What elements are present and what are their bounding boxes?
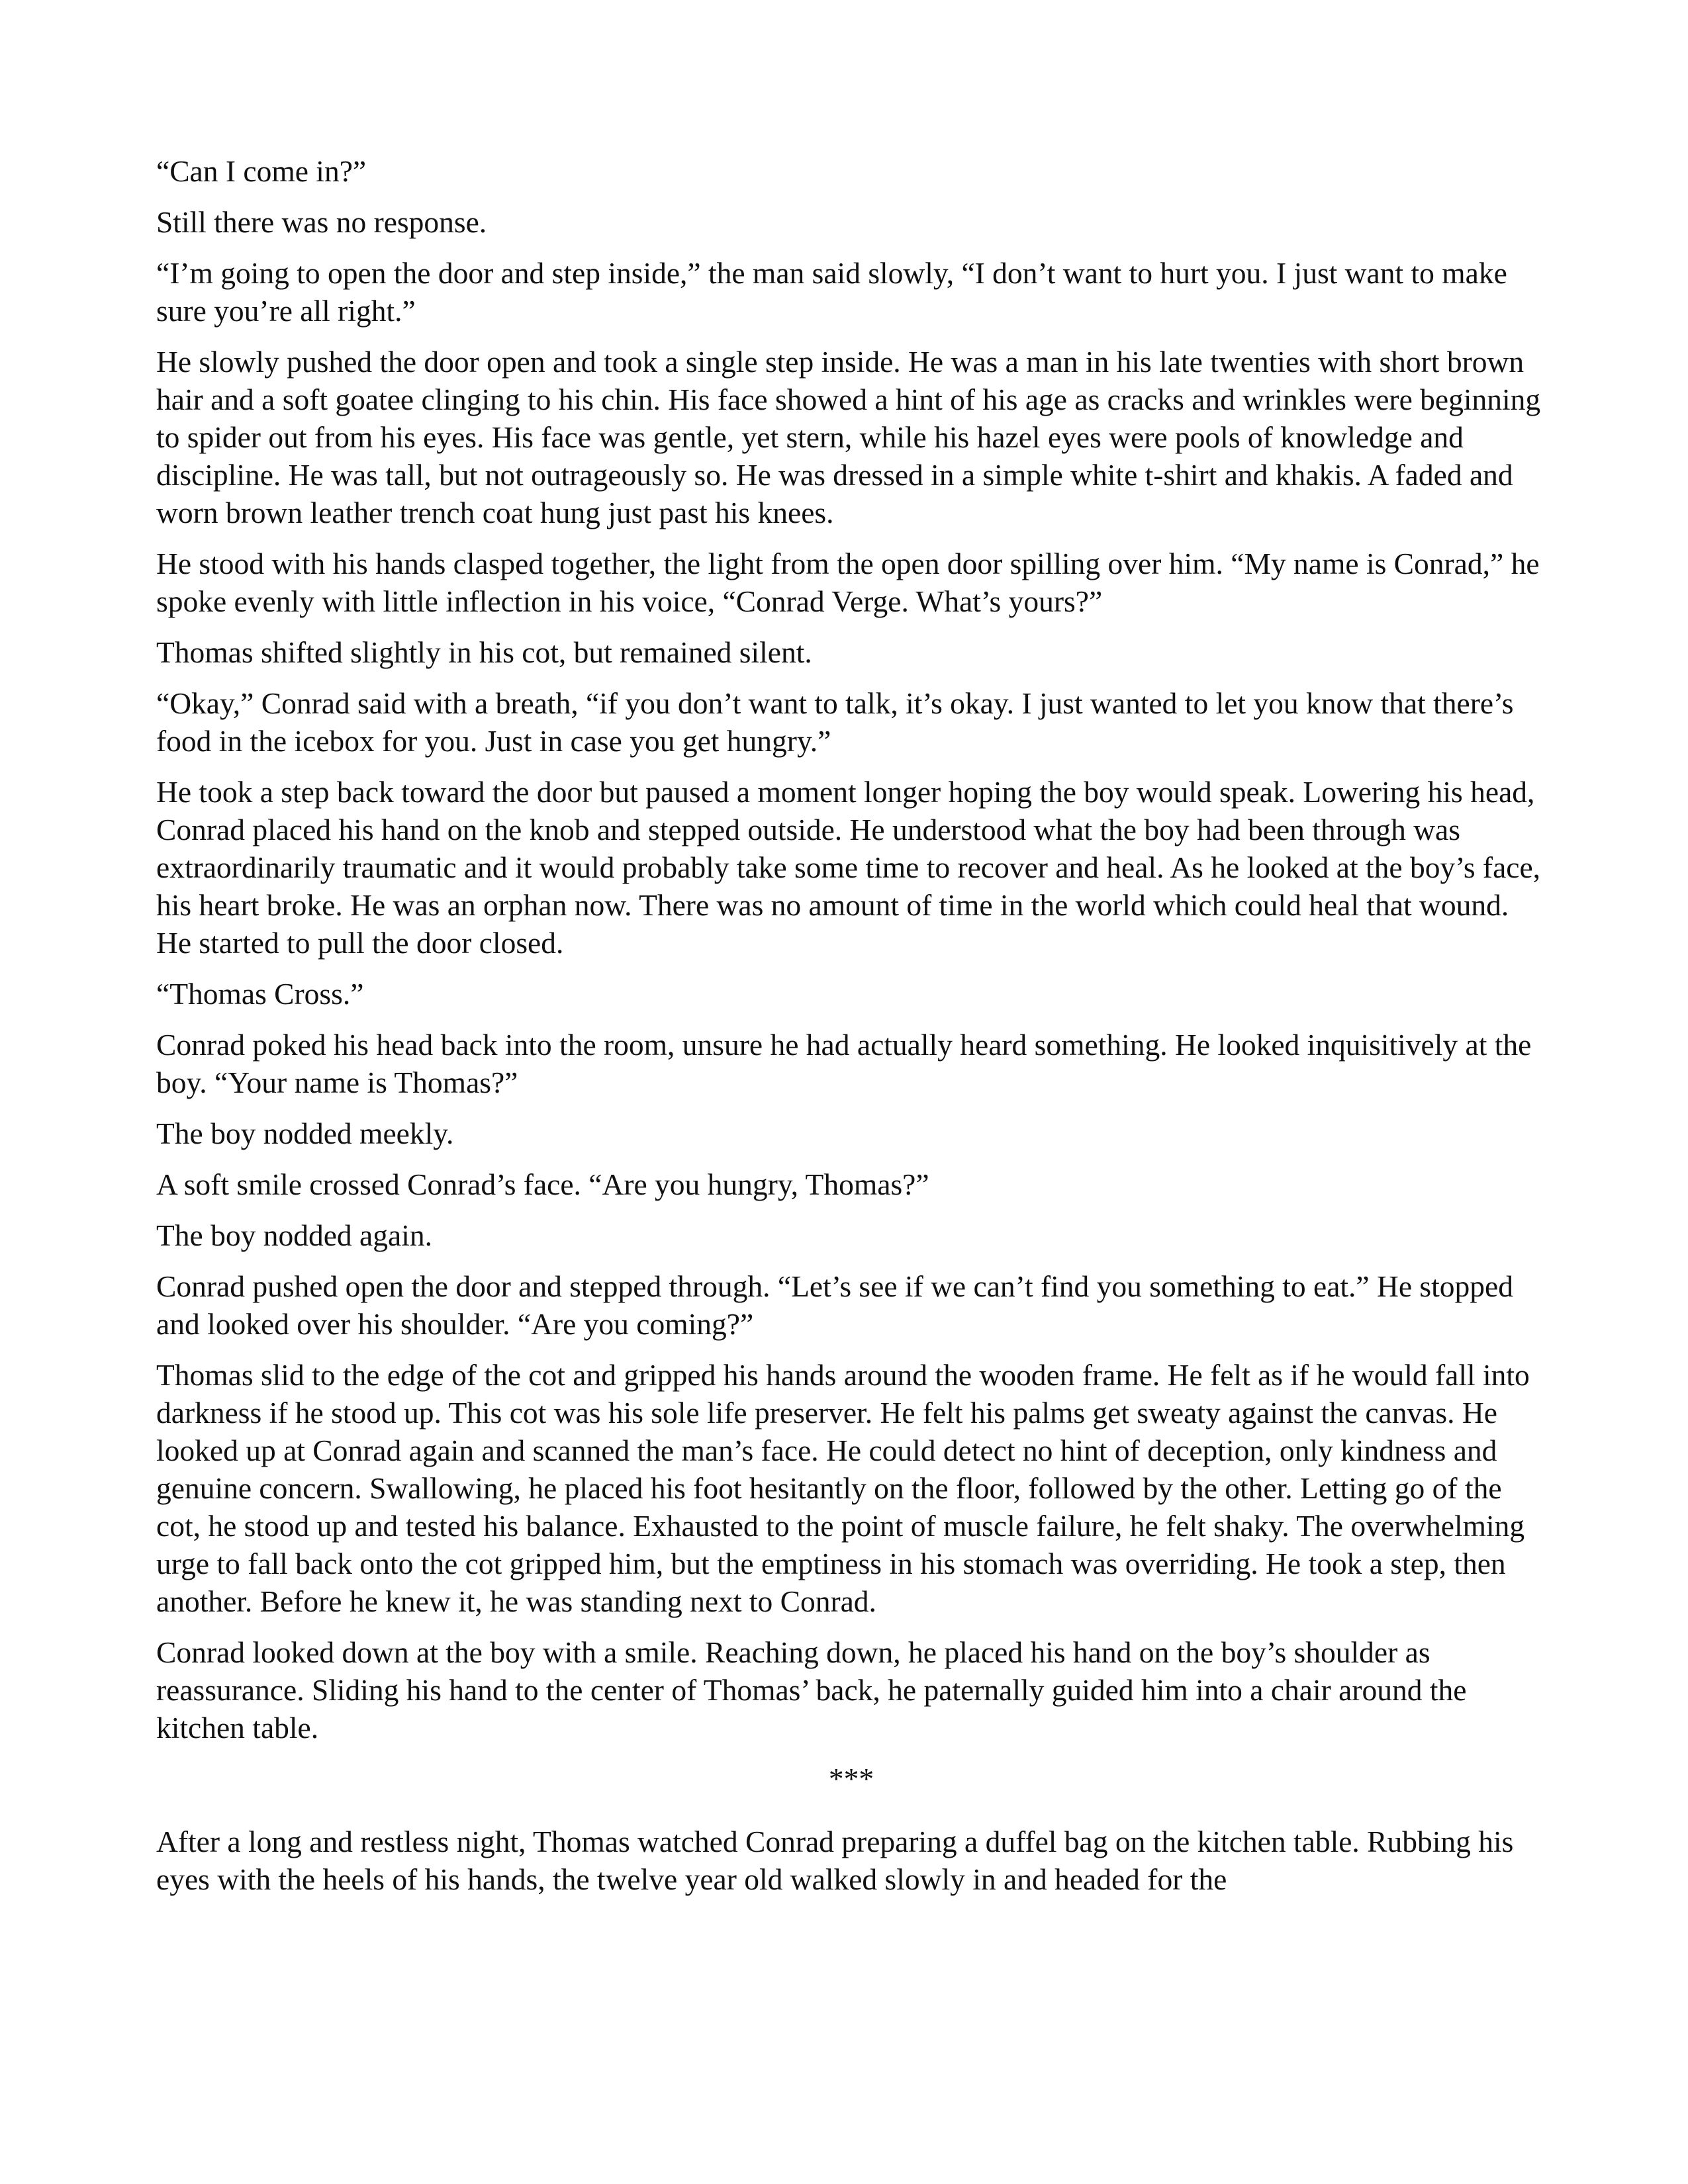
- paragraph: “Thomas Cross.”: [156, 977, 364, 1011]
- manuscript-page: [156, 152, 1546, 1911]
- paragraph: A soft smile crossed Conrad’s face. “Are you hungry, Thomas?”: [156, 1167, 929, 1201]
- paragraph: Thomas slid to the edge of the cot and gripped his hands around the wooden frame. He felt as if he would fall into darkness if he stood up. This cot was his sole life preserver. He felt his palms get sweaty against the canvas. He looked up at Conrad again and scanned the man’s face. He could detect no hint of deception, only kindness and genuine concern. Swallowing, he placed his foot hesitantly on the floor, followed by the other. Letting go of the cot, he stood up and tested his balance. Exhausted to the point of muscle failure, he felt shaky. The overwhelming urge to fall back onto the cot gripped him, but the emptiness in his stomach was overriding. He took a step, then another. Before he knew it, he was standing next to Conrad.: [156, 1358, 1530, 1618]
- paragraph: Still there was no response.: [156, 205, 487, 239]
- paragraph: “Can I come in?”: [156, 154, 367, 188]
- paragraph: “I’m going to open the door and step inside,” the man said slowly, “I don’t want to hurt you. I just want to make sure you’re all right.”: [156, 256, 1507, 328]
- paragraph: He stood with his hands clasped together, the light from the open door spilling over him. “My name is Conrad,” he spoke evenly with little inflection in his voice, “Conrad Verge. What’s yours?”: [156, 547, 1540, 618]
- paragraph: The boy nodded again.: [156, 1218, 432, 1252]
- paragraph: Conrad poked his head back into the room, unsure he had actually heard something. He looked inquisitively at the boy. “Your name is Thomas?”: [156, 1028, 1532, 1099]
- paragraph: “Okay,” Conrad said with a breath, “if you don’t want to talk, it’s okay. I just wanted to let you know that there’s food in the icebox for you. Just in case you get hungry.”: [156, 686, 1514, 758]
- paragraph: He slowly pushed the door open and took a single step inside. He was a man in his late twenties with short brown hair and a soft goatee clinging to his chin. His face showed a hint of his age as cracks and wrinkles were beginning to spider out from his eyes. His face was gentle, yet stern, while his hazel eyes were pools of knowledge and discipline. He was tall, but not outrageously so. He was dressed in a simple white t-shirt and khakis. A faded and worn brown leather trench coat hung just past his knees.: [156, 345, 1541, 529]
- paragraph: Thomas shifted slightly in his cot, but remained silent.: [156, 635, 812, 669]
- paragraph: Conrad pushed open the door and stepped through. “Let’s see if we can’t find you something to eat.” He stopped and looked over his shoulder. “Are you coming?”: [156, 1269, 1513, 1341]
- paragraph: He took a step back toward the door but paused a moment longer hoping the boy would speak. Lowering his head, Conrad placed his hand on the knob and stepped outside. He understood what the boy had been through was extraordinarily traumatic and it would probably take some time to recover and heal. As he looked at the boy’s face, his heart broke. He was an orphan now. There was no amount of time in the world which could heal that wound. He started to pull the door closed.: [156, 775, 1541, 960]
- paragraph: Conrad looked down at the boy with a smile. Reaching down, he placed his hand on the boy’s shoulder as reassurance. Sliding his hand to the center of Thomas’ back, he paternally guided him into a chair around the kitchen table.: [156, 1635, 1467, 1745]
- paragraph: After a long and restless night, Thomas watched Conrad preparing a duffel bag on the kitchen table. Rubbing his eyes with the heels of his hands, the twelve year old walked slowly in and headed for the: [156, 1825, 1514, 1896]
- scene-break: ***: [828, 1762, 874, 1796]
- paragraph: The boy nodded meekly.: [156, 1116, 454, 1150]
